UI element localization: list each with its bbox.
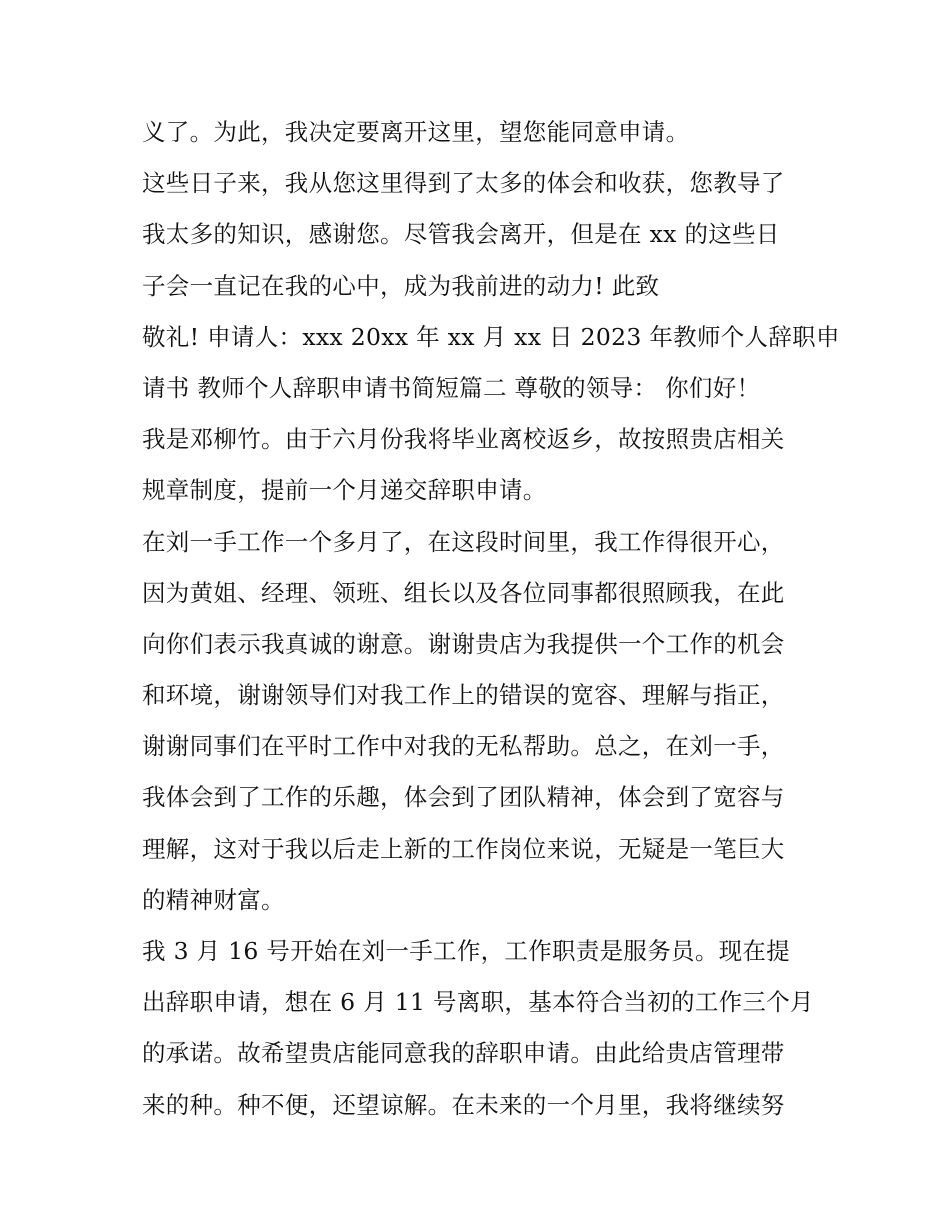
text-line: 子会一直记在我的心中，成为我前进的动力! 此致 [142,271,660,300]
text-line: 向你们表示我真诚的谢意。谢谢贵店为我提供一个工作的机会 [142,629,785,658]
text-line: 来的种。种不便，还望谅解。在未来的一个月里，我将继续努 [142,1090,785,1119]
text-line: 的承诺。故希望贵店能同意我的辞职申请。由此给贵店管理带 [142,1039,785,1068]
text-line: 我是邓柳竹。由于六月份我将毕业离校返乡，故按照贵店相关 [142,425,785,454]
text-line: 义了。为此，我决定要离开这里，望您能同意申请。 [142,118,690,146]
text-line: 谢谢同事们在平时工作中对我的无私帮助。总之，在刘一手， [142,732,785,761]
text-line: 我太多的知识，感谢您。尽管我会离开，但是在 xx 的这些日 [142,220,780,249]
text-line: 敬礼! 申请人：xxx 20xx 年 xx 月 xx 日 2023 年教师个人辞职申 [142,322,840,351]
text-line: 请书 教师个人辞职申请书简短篇二 尊敬的领导： 你们好！ [142,373,761,402]
text-line: 的精神财富。 [142,885,285,914]
text-line: 在刘一手工作一个多月了，在这段时间里，我工作得很开心， [142,527,785,556]
text-line: 和环境，谢谢领导们对我工作上的错误的宽容、理解与指正， [142,681,785,710]
text-line: 这些日子来，我从您这里得到了太多的体会和收获，您教导了 [142,169,785,198]
text-line: 我体会到了工作的乐趣，体会到了团队精神，体会到了宽容与 [142,783,785,812]
text-line: 因为黄姐、经理、领班、组长以及各位同事都很照顾我，在此 [142,578,785,607]
document-body [142,107,840,1131]
text-line: 规章制度，提前一个月递交辞职申请。 [142,476,547,505]
text-line: 出辞职申请，想在 6 月 11 号离职，基本符合当初的工作三个月 [142,988,814,1017]
text-line: 我 3 月 16 号开始在刘一手工作，工作职责是服务员。现在提 [142,937,791,965]
text-line: 理解，这对于我以后走上新的工作岗位来说，无疑是一笔巨大 [142,834,785,863]
